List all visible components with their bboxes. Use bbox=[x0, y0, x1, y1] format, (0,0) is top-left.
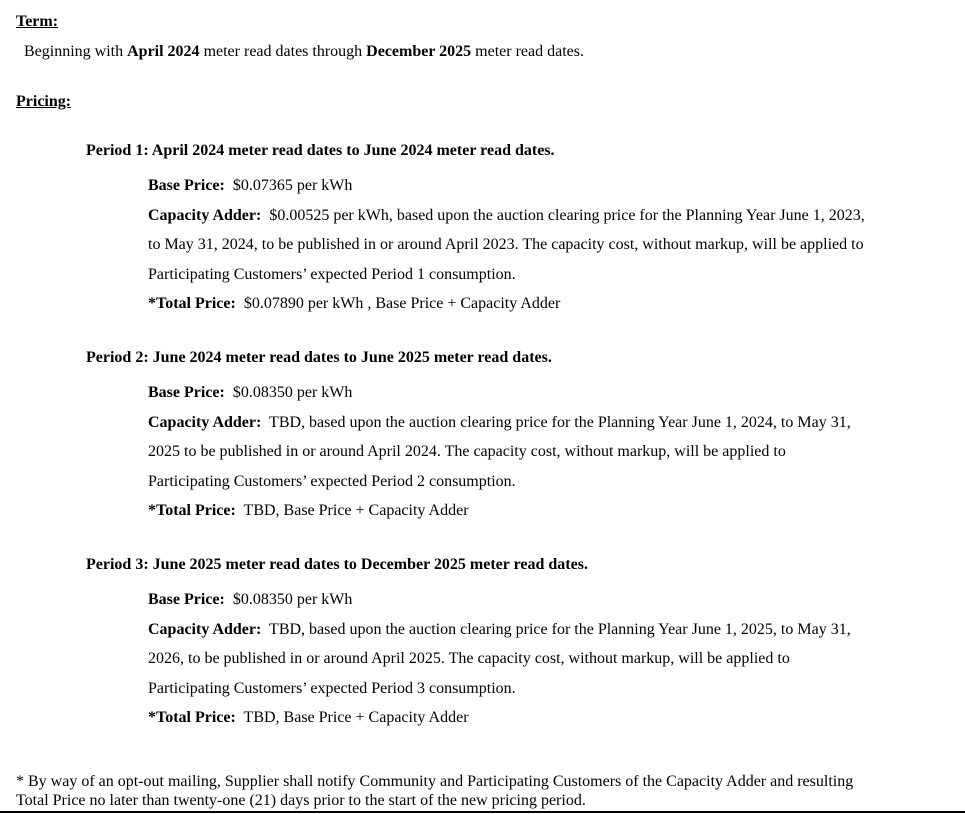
capacity-adder-text: TBD, based upon the auction clearing price for the Planning Year June 1, 2024, to May 31, bbox=[269, 413, 851, 431]
term-description bbox=[24, 42, 584, 62]
base-price-value: $0.08350 per kWh bbox=[232, 591, 353, 608]
term-prefix: Beginning with bbox=[24, 43, 128, 60]
total-price-line bbox=[148, 703, 938, 733]
capacity-adder-continued: Participating Customers’ expected Period 2 consumption. bbox=[148, 472, 516, 490]
period-1-section bbox=[86, 141, 946, 319]
capacity-adder-continued: to May 31, 2024, to be published in or around April 2023. The capacity cost, without markup, will be applied to bbox=[148, 236, 864, 253]
capacity-adder-text: $0.00525 per kWh, based upon the auction clearing price for the Planning Year June 1, 2023, bbox=[269, 206, 865, 224]
capacity-adder-line bbox=[148, 408, 938, 438]
total-price-label: *Total Price: bbox=[148, 502, 236, 519]
base-price-value: $0.08350 per kWh bbox=[232, 384, 353, 401]
term-middle: meter read dates through bbox=[199, 43, 367, 60]
total-price-value: $0.07890 per kWh , Base Price + Capacity Adder bbox=[243, 295, 561, 312]
base-price-line bbox=[148, 171, 938, 201]
base-price-value: $0.07365 per kWh bbox=[232, 177, 353, 194]
total-price-label: *Total Price: bbox=[148, 709, 236, 726]
base-price-line bbox=[148, 378, 938, 408]
footnote-line-2: Total Price no later than twenty-one (21) days prior to the start of the new pricing period. bbox=[16, 792, 586, 809]
capacity-adder-text: TBD, based upon the auction clearing price for the Planning Year June 1, 2025, to May 31, bbox=[269, 620, 851, 638]
capacity-adder-continued: Participating Customers’ expected Period 1 consumption. bbox=[148, 265, 516, 283]
term-start: April 2024 bbox=[127, 43, 200, 60]
base-price-label: Base Price: bbox=[148, 177, 225, 194]
capacity-adder-line bbox=[148, 615, 938, 645]
pricing-heading: Pricing: bbox=[16, 93, 72, 110]
total-price-line bbox=[148, 289, 938, 319]
term-heading: Term: bbox=[16, 13, 59, 30]
bottom-divider bbox=[0, 811, 965, 813]
base-price-label: Base Price: bbox=[148, 384, 225, 401]
term-suffix: meter read dates. bbox=[471, 43, 584, 60]
term-end: December 2025 bbox=[366, 43, 472, 60]
period-3-section bbox=[86, 555, 946, 733]
base-price-label: Base Price: bbox=[148, 591, 225, 608]
capacity-adder-label: Capacity Adder: bbox=[148, 206, 262, 224]
capacity-adder-continued: Participating Customers’ expected Period 3 consumption. bbox=[148, 679, 516, 697]
total-price-label: *Total Price: bbox=[148, 295, 236, 312]
total-price-line bbox=[148, 496, 938, 526]
base-price-line bbox=[148, 585, 938, 615]
period-2-section bbox=[86, 348, 946, 526]
period-details bbox=[148, 171, 938, 319]
total-price-value: TBD, Base Price + Capacity Adder bbox=[243, 709, 469, 726]
footnote bbox=[16, 772, 946, 810]
capacity-adder-label: Capacity Adder: bbox=[148, 413, 262, 431]
capacity-adder-continued: 2026, to be published in or around April 2025. The capacity cost, without markup, will be applied to bbox=[148, 650, 790, 667]
period-details bbox=[148, 378, 938, 526]
period-title: Period 1: April 2024 meter read dates to June 2024 meter read dates. bbox=[86, 142, 555, 159]
footnote-line-1: * By way of an opt-out mailing, Supplier shall notify Community and Participating Customers of the Capacity Adder and resulting bbox=[16, 773, 854, 790]
total-price-value: TBD, Base Price + Capacity Adder bbox=[243, 502, 469, 519]
period-title: Period 2: June 2024 meter read dates to June 2025 meter read dates. bbox=[86, 349, 552, 366]
capacity-adder-continued: 2025 to be published in or around April 2024. The capacity cost, without markup, will be applied to bbox=[148, 443, 786, 460]
capacity-adder-line bbox=[148, 201, 938, 231]
capacity-adder-label: Capacity Adder: bbox=[148, 620, 262, 638]
period-details bbox=[148, 585, 938, 733]
period-title: Period 3: June 2025 meter read dates to December 2025 meter read dates. bbox=[86, 556, 588, 573]
